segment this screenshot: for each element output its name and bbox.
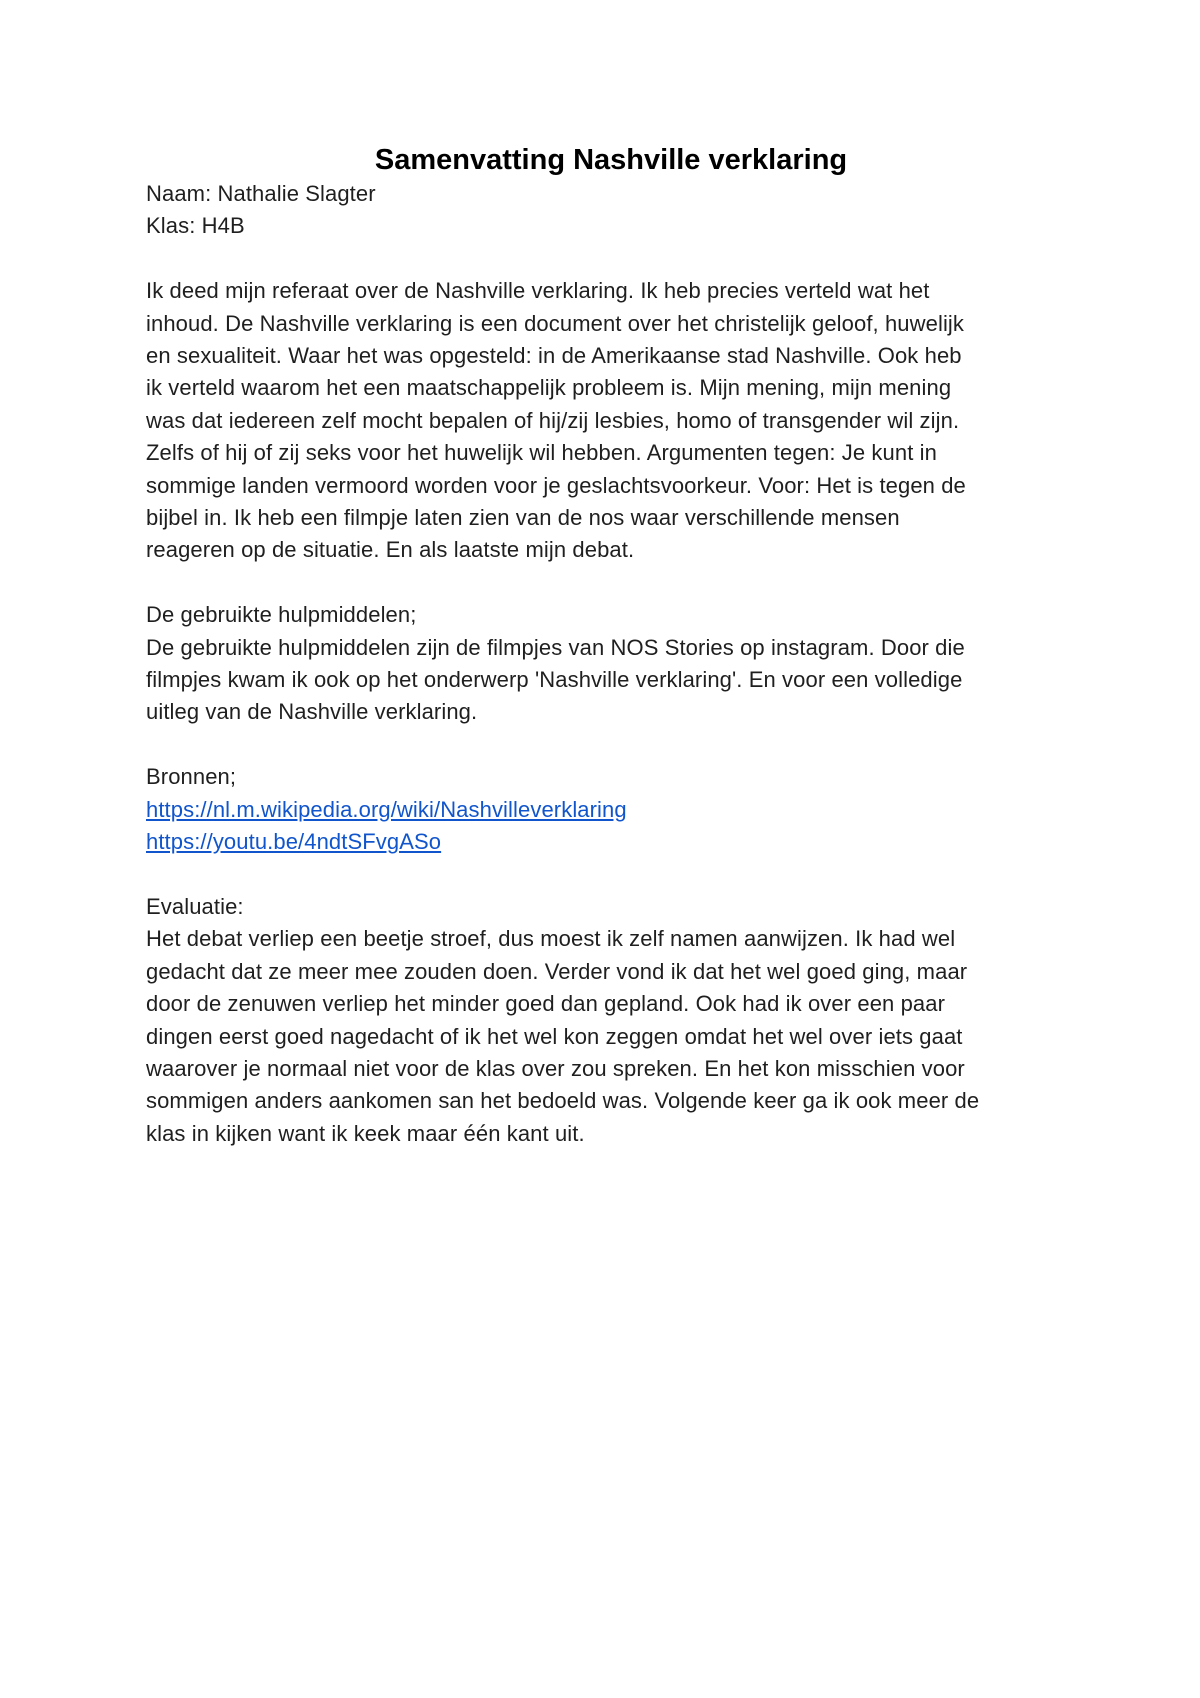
spacer [146, 243, 1076, 275]
text-line: gedacht dat ze meer mee zouden doen. Verder vond ik dat het wel goed ging, maar [146, 958, 968, 984]
spacer [146, 567, 1076, 599]
source-link-item [146, 794, 1076, 826]
text-line: filmpjes kwam ik ook op het onderwerp 'Nashville verklaring'. En voor een volledige [146, 667, 963, 693]
spacer [146, 858, 1076, 890]
text-line: uitleg van de Nashville verklaring. [146, 699, 478, 725]
intro-paragraph [146, 275, 1076, 567]
aids-paragraph [146, 632, 1076, 729]
text-line: De gebruikte hulpmiddelen zijn de filmpjes van NOS Stories op instagram. Door die [146, 634, 965, 660]
evaluation-heading: Evaluatie: [146, 893, 244, 919]
text-line: inhoud. De Nashville verklaring is een document over het christelijk geloof, huwelijk [146, 310, 965, 336]
text-line: dingen eerst goed nagedacht of ik het wel kon zeggen omdat het wel over iets gaat [146, 1023, 963, 1049]
text-line: en sexualiteit. Waar het was opgesteld: in de Amerikaanse stad Nashville. Ook heb [146, 343, 962, 369]
text-line: Zelfs of hij of zij seks voor het huwelijk wil hebben. Argumenten tegen: Je kunt in [146, 440, 937, 466]
document-title: Samenvatting Nashville verklaring [374, 144, 848, 176]
text-line: bijbel in. Ik heb een filmpje laten zien van de nos waar verschillende mensen [146, 505, 900, 531]
text-line: klas in kijken want ik keek maar één kant uit. [146, 1120, 585, 1146]
wikipedia-link[interactable]: https://nl.m.wikipedia.org/wiki/Nashvilleverklaring [146, 796, 627, 822]
text-line: door de zenuwen verliep het minder goed dan gepland. Ook had ik over een paar [146, 991, 946, 1017]
text-line: waarover je normaal niet voor de klas over zou spreken. En het kon misschien voor [146, 1055, 965, 1081]
youtube-link[interactable]: https://youtu.be/4ndtSFvgASo [146, 829, 442, 855]
text-line: sommige landen vermoord worden voor je geslachtsvoorkeur. Voor: Het is tegen de [146, 472, 966, 498]
source-link-item [146, 826, 1076, 858]
student-class: Klas: H4B [146, 213, 245, 239]
spacer [146, 729, 1076, 761]
text-line: Het debat verliep een beetje stroef, dus moest ik zelf namen aanwijzen. Ik had wel [146, 926, 956, 952]
text-line: was dat iedereen zelf mocht bepalen of hij/zij lesbies, homo of transgender wil zijn. [146, 407, 960, 433]
student-name: Naam: Nathalie Slagter [146, 181, 376, 206]
sources-heading: Bronnen; [146, 764, 237, 790]
text-line: reageren op de situatie. En als laatste mijn debat. [146, 537, 635, 563]
evaluation-paragraph [146, 923, 1076, 1150]
text-line: ik verteld waarom het een maatschappelijk probleem is. Mijn mening, mijn mening [146, 375, 952, 401]
text-line: Ik deed mijn referaat over de Nashville verklaring. Ik heb precies verteld wat het [146, 278, 930, 304]
aids-heading: De gebruikte hulpmiddelen; [146, 602, 417, 628]
document-body [146, 140, 1076, 1150]
text-line: sommigen anders aankomen san het bedoeld was. Volgende keer ga ik ook meer de [146, 1088, 980, 1114]
